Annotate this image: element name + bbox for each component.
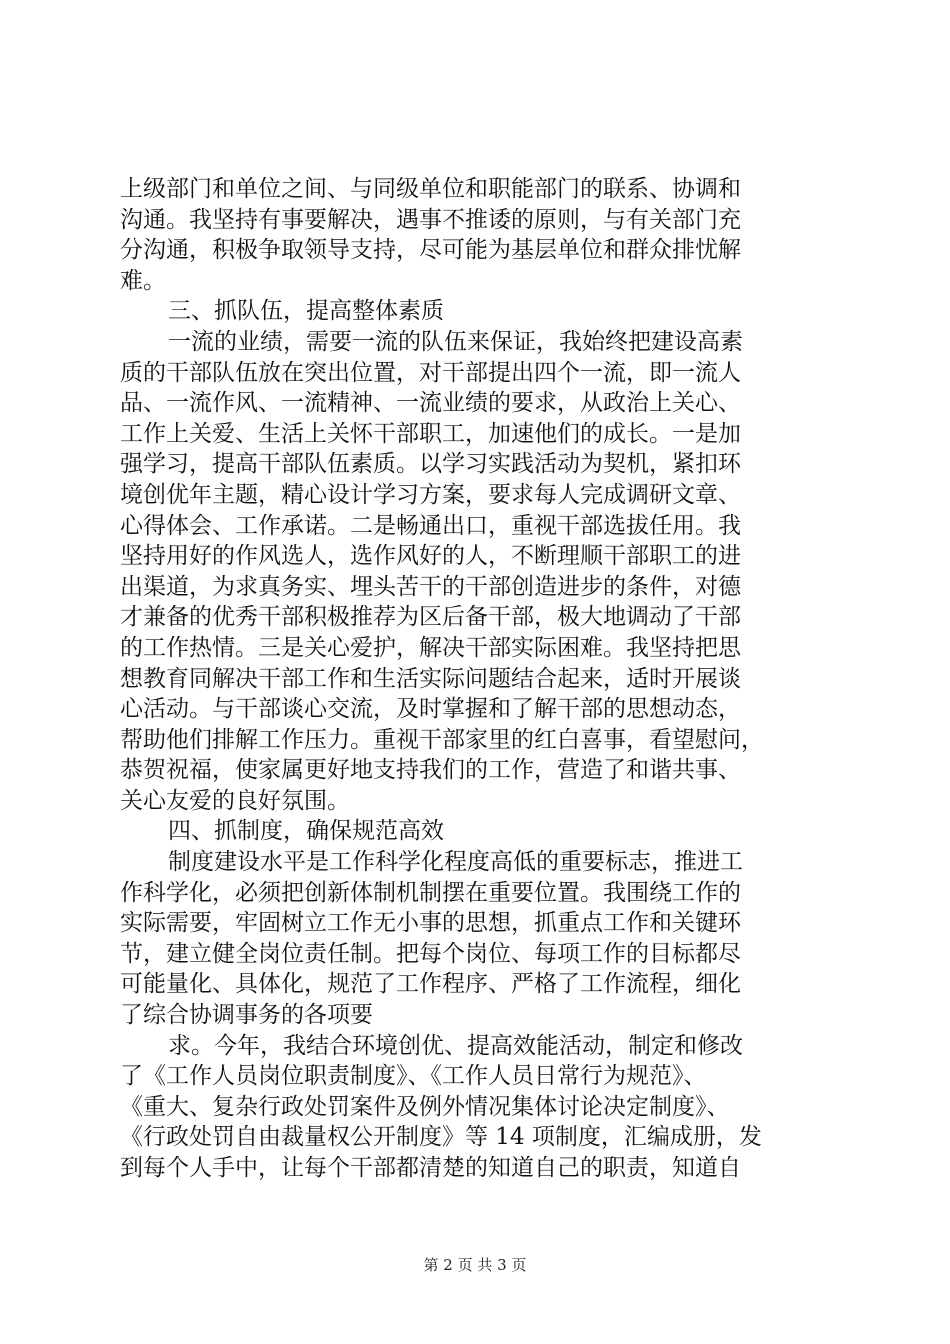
text-line: 工作上关爱、生活上关怀干部职工，加速他们的成长。一是加 bbox=[120, 420, 741, 447]
text-line: 了综合协调事务的各项要 bbox=[120, 1002, 373, 1029]
text-line: 了《工作人员岗位职责制度》、《工作人员日常行为规范》、 bbox=[120, 1063, 707, 1090]
text-line: 实际需要，牢固树立工作无小事的思想，抓重点工作和关键环 bbox=[120, 910, 741, 937]
document-body bbox=[120, 174, 836, 1184]
text-line: 心活动。与干部谈心交流，及时掌握和了解干部的思想动态， bbox=[120, 696, 741, 723]
text-line: 想教育同解决干部工作和生活实际问题结合起来，适时开展谈 bbox=[120, 665, 741, 692]
text-line: 难。 bbox=[120, 267, 166, 294]
text-line: 沟通。我坚持有事要解决，遇事不推诿的原则，与有关部门充 bbox=[120, 206, 741, 233]
text-line: 节，建立健全岗位责任制。把每个岗位、每项工作的目标都尽 bbox=[120, 940, 741, 967]
page-footer: 第 2 页 共 3 页 bbox=[423, 1256, 527, 1274]
text-line: 强学习，提高干部队伍素质。以学习实践活动为契机，紧扣环 bbox=[120, 451, 741, 478]
text-line: 分沟通，积极争取领导支持，尽可能为基层单位和群众排忧解 bbox=[120, 237, 741, 264]
text-line: 出渠道，为求真务实、埋头苦干的干部创造进步的条件，对德 bbox=[120, 573, 741, 600]
text-line: 质的干部队伍放在突出位置，对干部提出四个一流，即一流人 bbox=[120, 359, 741, 386]
text-line: 制度建设水平是工作科学化程度高低的重要标志，推进工 bbox=[168, 849, 743, 876]
text-line: 《行政处罚自由裁量权公开制度》等 14 项制度，汇编成册，发 bbox=[120, 1124, 762, 1151]
text-line: 帮助他们排解工作压力。重视干部家里的红白喜事，看望慰问， bbox=[120, 726, 764, 753]
text-line: 《重大、复杂行政处罚案件及例外情况集体讨论决定制度》、 bbox=[120, 1093, 730, 1120]
text-line: 境创优年主题，精心设计学习方案，要求每人完成调研文章、 bbox=[120, 481, 741, 508]
text-line: 心得体会、工作承诺。二是畅通出口，重视干部选拔任用。我 bbox=[120, 512, 741, 539]
text-line: 才兼备的优秀干部积极推荐为区后备干部，极大地调动了干部 bbox=[120, 604, 741, 631]
text-line: 三、抓队伍，提高整体素质 bbox=[168, 298, 444, 325]
text-line: 四、抓制度，确保规范高效 bbox=[168, 818, 444, 845]
text-line: 作科学化，必须把创新体制机制摆在重要位置。我围绕工作的 bbox=[120, 879, 741, 906]
text-line: 坚持用好的作风选人，选作风好的人，不断理顺干部职工的进 bbox=[120, 543, 741, 570]
text-line: 的工作热情。三是关心爱护，解决干部实际困难。我坚持把思 bbox=[120, 634, 741, 661]
text-line: 一流的业绩，需要一流的队伍来保证，我始终把建设高素 bbox=[168, 328, 743, 355]
text-line: 求。今年，我结合环境创优、提高效能活动，制定和修改 bbox=[168, 1032, 743, 1059]
text-line: 恭贺祝福，使家属更好地支持我们的工作，营造了和谐共事、 bbox=[120, 757, 741, 784]
text-line: 关心友爱的良好氛围。 bbox=[120, 787, 350, 814]
text-line: 品、一流作风、一流精神、一流业绩的要求，从政治上关心、 bbox=[120, 390, 741, 417]
text-line: 上级部门和单位之间、与同级单位和职能部门的联系、协调和 bbox=[120, 176, 741, 202]
text-line: 到每个人手中，让每个干部都清楚的知道自己的职责，知道自 bbox=[120, 1155, 741, 1181]
text-line: 可能量化、具体化，规范了工作程序、严格了工作流程，细化 bbox=[120, 971, 741, 998]
